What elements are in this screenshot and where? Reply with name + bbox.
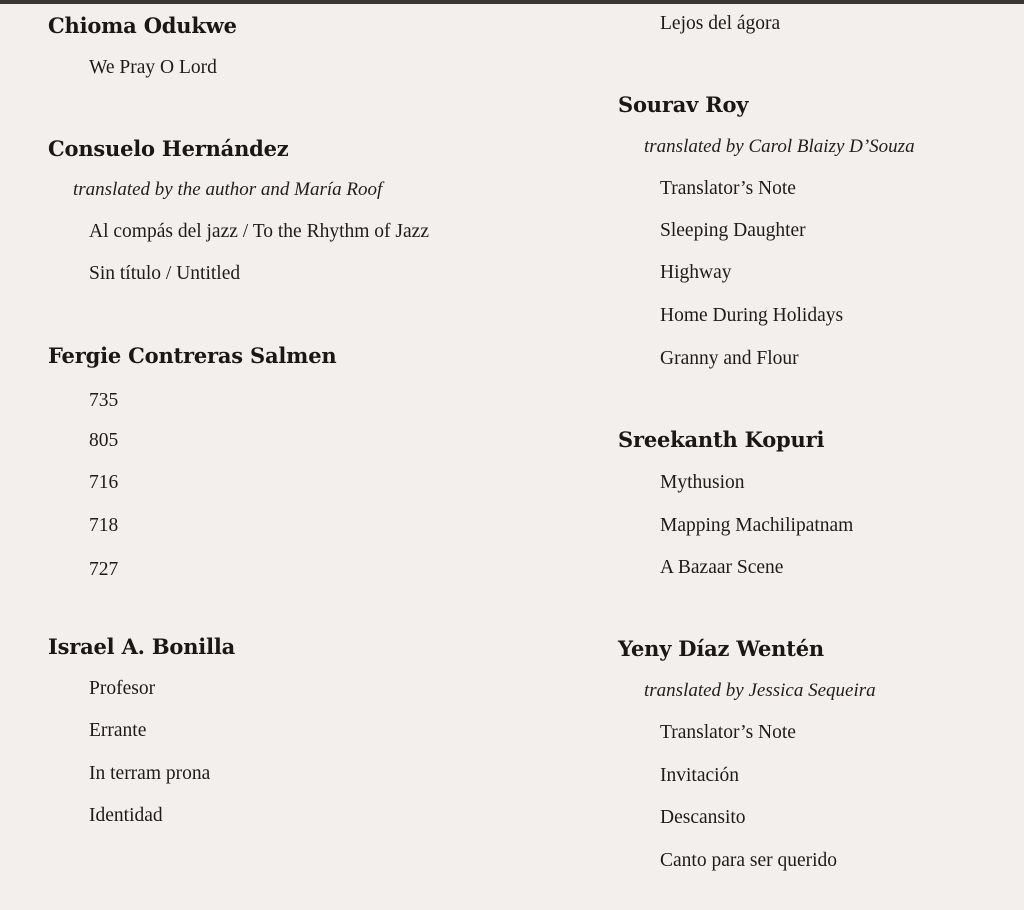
work-link[interactable]: Lejos del ágora <box>660 13 781 34</box>
work-link[interactable]: Identidad <box>89 805 163 826</box>
author-heading: Yeny Díaz Wentén <box>618 636 824 661</box>
work-link[interactable]: Granny and Flour <box>660 348 799 369</box>
work-link[interactable]: Errante <box>89 720 147 741</box>
work-link[interactable]: Translator’s Note <box>660 178 796 199</box>
author-heading: Fergie Contreras Salmen <box>48 343 337 368</box>
work-link[interactable]: We Pray O Lord <box>89 57 217 78</box>
author-heading: Sreekanth Kopuri <box>618 427 825 452</box>
work-link[interactable]: 718 <box>89 515 119 536</box>
author-heading: Sourav Roy <box>618 92 749 117</box>
work-link[interactable]: Descansito <box>660 807 746 828</box>
work-link[interactable]: Highway <box>660 262 732 283</box>
translator-credit: translated by the author and María Roof <box>73 179 383 200</box>
work-link[interactable]: Home During Holidays <box>660 305 844 326</box>
work-link[interactable]: Sleeping Daughter <box>660 220 806 241</box>
work-link[interactable]: Al compás del jazz / To the Rhythm of Jazz <box>89 221 429 242</box>
translator-credit: translated by Jessica Sequeira <box>644 680 876 701</box>
work-link[interactable]: In terram prona <box>89 763 211 784</box>
work-link[interactable]: Sin título / Untitled <box>89 263 241 284</box>
work-link[interactable]: 735 <box>89 390 119 411</box>
work-link[interactable]: 716 <box>89 472 119 493</box>
author-heading: Consuelo Hernández <box>48 136 289 161</box>
work-link[interactable]: A Bazaar Scene <box>660 557 784 578</box>
work-link[interactable]: 805 <box>89 430 119 451</box>
work-link[interactable]: Mapping Machilipatnam <box>660 515 854 536</box>
work-link[interactable]: 727 <box>89 559 119 580</box>
top-edge-bar <box>0 0 1024 4</box>
work-link[interactable]: Translator’s Note <box>660 722 796 743</box>
work-link[interactable]: Canto para ser querido <box>660 850 838 871</box>
work-link[interactable]: Mythusion <box>660 472 745 493</box>
work-link[interactable]: Invitación <box>660 765 740 786</box>
translator-credit: translated by Carol Blaizy D’Souza <box>644 136 915 157</box>
work-link[interactable]: Profesor <box>89 678 156 699</box>
author-heading: Chioma Odukwe <box>48 13 237 38</box>
author-heading: Israel A. Bonilla <box>48 634 236 659</box>
